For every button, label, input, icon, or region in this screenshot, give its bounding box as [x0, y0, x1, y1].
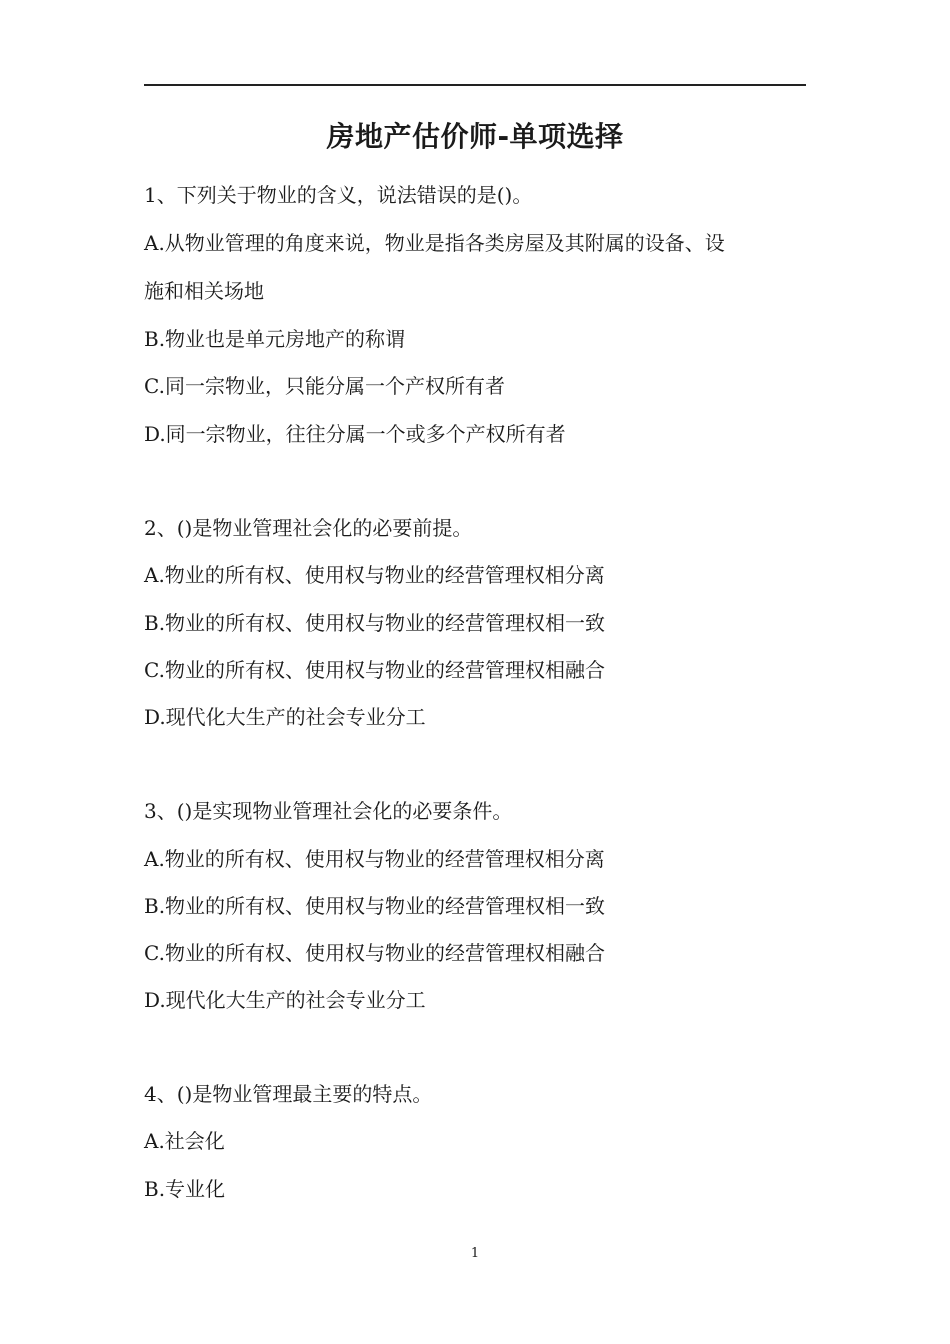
page-title: 房地产估价师-单项选择 — [326, 120, 624, 153]
question-3-option-c: C.物业的所有权、使用权与物业的经营管理权相融合 — [144, 941, 605, 965]
question-2-option-d: D.现代化大生产的社会专业分工 — [144, 705, 426, 729]
question-2-option-a: A.物业的所有权、使用权与物业的经营管理权相分离 — [144, 563, 605, 587]
question-1-option-c: C.同一宗物业，只能分属一个产权所有者 — [144, 374, 505, 398]
question-1-option-d: D.同一宗物业，往往分属一个或多个产权所有者 — [144, 422, 566, 446]
question-2-option-c: C.物业的所有权、使用权与物业的经营管理权相融合 — [144, 658, 605, 682]
question-3-option-b: B.物业的所有权、使用权与物业的经营管理权相一致 — [144, 894, 606, 918]
question-4-option-b: B.专业化 — [144, 1177, 226, 1201]
question-1-option-a-continued: 施和相关场地 — [144, 279, 264, 303]
question-1-option-a: A.从物业管理的角度来说，物业是指各类房屋及其附属的设备、设 — [144, 231, 725, 255]
question-3-option-a: A.物业的所有权、使用权与物业的经营管理权相分离 — [144, 847, 605, 871]
header-rule — [144, 84, 806, 86]
question-4-option-a: A.社会化 — [144, 1129, 225, 1153]
question-1-option-b: B.物业也是单元房地产的称谓 — [144, 327, 406, 351]
question-3-option-d: D.现代化大生产的社会专业分工 — [144, 988, 426, 1012]
page-number: 1 — [470, 1246, 480, 1261]
question-4-stem: 4、()是物业管理最主要的特点。 — [144, 1082, 433, 1106]
question-2-option-b: B.物业的所有权、使用权与物业的经营管理权相一致 — [144, 611, 606, 635]
question-3-stem: 3、()是实现物业管理社会化的必要条件。 — [144, 799, 513, 823]
question-2-stem: 2、()是物业管理社会化的必要前提。 — [144, 516, 473, 540]
question-1-stem: 1、下列关于物业的含义，说法错误的是()。 — [144, 183, 533, 207]
